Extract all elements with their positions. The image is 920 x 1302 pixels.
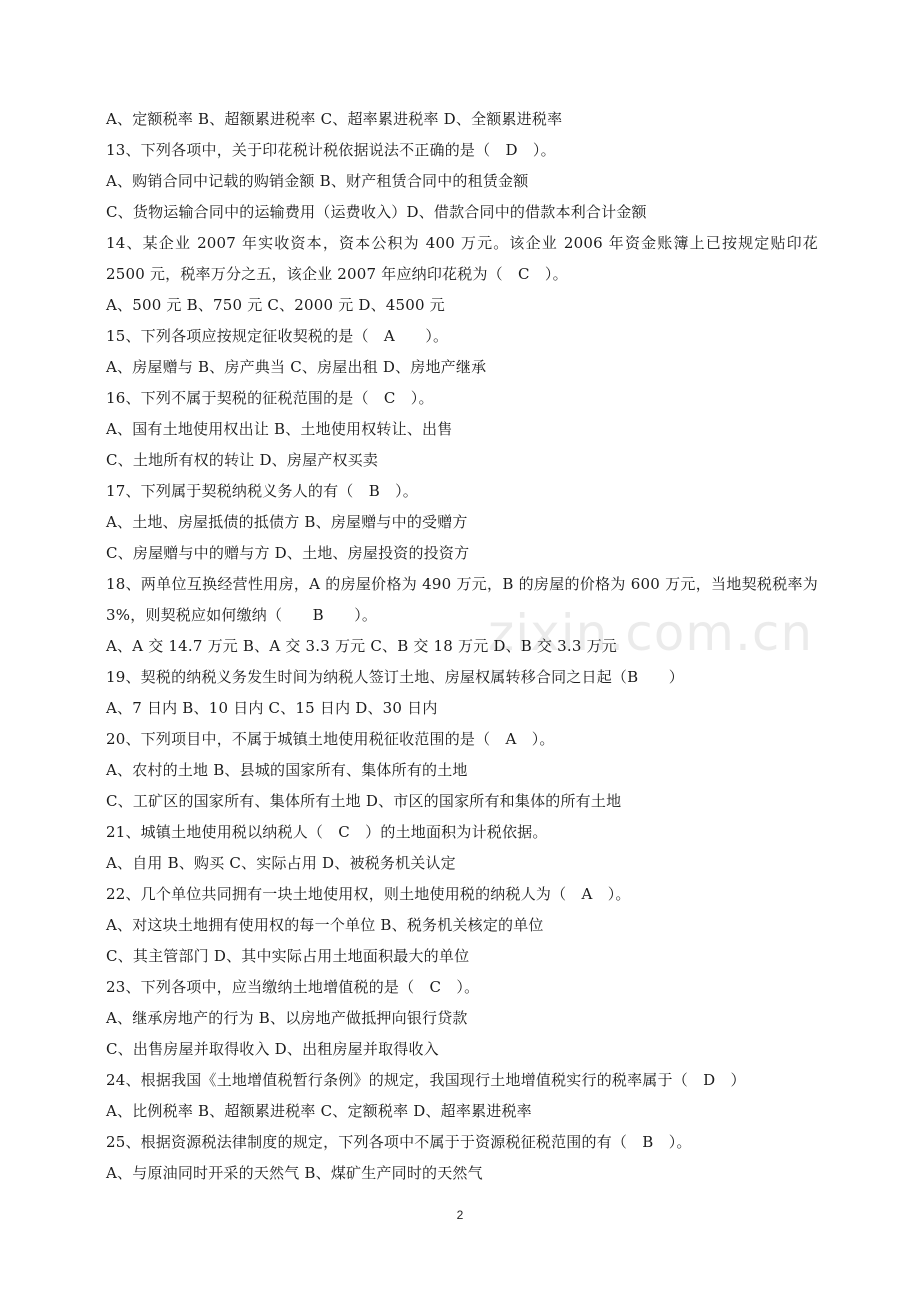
text-line: A、农村的土地 B、县城的国家所有、集体所有的土地 [106,761,468,779]
text-line: C、出售房屋并取得收入 D、出租房屋并取得收入 [106,1040,439,1058]
question-23: 23、下列各项中，应当缴纳土地增值税的是（ C ）。 [106,978,480,996]
text-line: A、国有土地使用权出让 B、土地使用权转让、出售 [106,420,453,438]
question-15: 15、下列各项应按规定征收契税的是（ A ）。 [106,327,449,345]
question-16: 16、下列不属于契税的征税范围的是（ C ）。 [106,389,434,407]
text-line: C、土地所有权的转让 D、房屋产权买卖 [106,451,379,469]
text-line: C、其主管部门 D、其中实际占用土地面积最大的单位 [106,947,470,965]
text-line: A、继承房地产的行为 B、以房地产做抵押向银行贷款 [106,1009,468,1027]
page-number: 2 [456,1208,464,1222]
question-13: 13、下列各项中，关于印花税计税依据说法不正确的是（ D ）。 [106,141,556,159]
question-21: 21、城镇土地使用税以纳税人（ C ）的土地面积为计税依据。 [106,823,548,841]
text-line: A、与原油同时开采的天然气 B、煤矿生产同时的天然气 [106,1164,483,1182]
question-24: 24、根据我国《土地增值税暂行条例》的规定，我国现行土地增值税实行的税率属于（ D ） [106,1071,746,1089]
text-line: A、A 交 14.7 万元 B、A 交 3.3 万元 C、B 交 18 万元 D、B 交 3.3 万元 [106,637,617,655]
question-19: 19、契税的纳税义务发生时间为纳税人签订土地、房屋权属转移合同之日起（B ） [106,668,684,686]
text-line: A、土地、房屋抵债的抵债方 B、房屋赠与中的受赠方 [106,513,468,531]
watermark: zixin.com.cn [488,604,814,662]
question-20: 20、下列项目中，不属于城镇土地使用税征收范围的是（ A ）。 [106,730,555,748]
text-line: A、定额税率 B、超额累进税率 C、超率累进税率 D、全额累进税率 [106,110,563,128]
question-14: 14、某企业 2007 年实收资本，资本公积为 400 万元。该企业 2006 年资金账簿上已按规定贴印花 2500 元，税率万分之五，该企业 2007 年应纳印花税为（ C ）。 [106,234,818,283]
text-line: A、7 日内 B、10 日内 C、15 日内 D、30 日内 [106,699,438,717]
question-22: 22、几个单位共同拥有一块土地使用权，则土地使用税的纳税人为（ A ）。 [106,885,631,903]
text-line: A、对这块土地拥有使用权的每一个单位 B、税务机关核定的单位 [106,916,544,934]
text-line: C、房屋赠与中的赠与方 D、土地、房屋投资的投资方 [106,544,470,562]
text-line: A、房屋赠与 B、房产典当 C、房屋出租 D、房地产继承 [106,358,487,376]
text-line: C、货物运输合同中的运输费用（运费收入）D、借款合同中的借款本利合计金额 [106,203,647,221]
question-18: 18、两单位互换经营性用房，A 的房屋价格为 490 万元，B 的房屋的价格为 600 万元，当地契税税率为 3%，则契税应如何缴纳（ B ）。 [106,575,818,624]
text-line: A、比例税率 B、超额累进税率 C、定额税率 D、超率累进税率 [106,1102,532,1120]
text-line: A、自用 B、购买 C、实际占用 D、被税务机关认定 [106,854,456,872]
question-17: 17、下列属于契税纳税义务人的有（ B ）。 [106,482,419,500]
text-line: A、500 元 B、750 元 C、2000 元 D、4500 元 [106,296,445,314]
text-line: A、购销合同中记载的购销金额 B、财产租赁合同中的租赁金额 [106,172,529,190]
text-line: C、工矿区的国家所有、集体所有土地 D、市区的国家所有和集体的所有土地 [106,792,622,810]
question-25: 25、根据资源税法律制度的规定，下列各项中不属于于资源税征税范围的有（ B ）。 [106,1133,692,1151]
